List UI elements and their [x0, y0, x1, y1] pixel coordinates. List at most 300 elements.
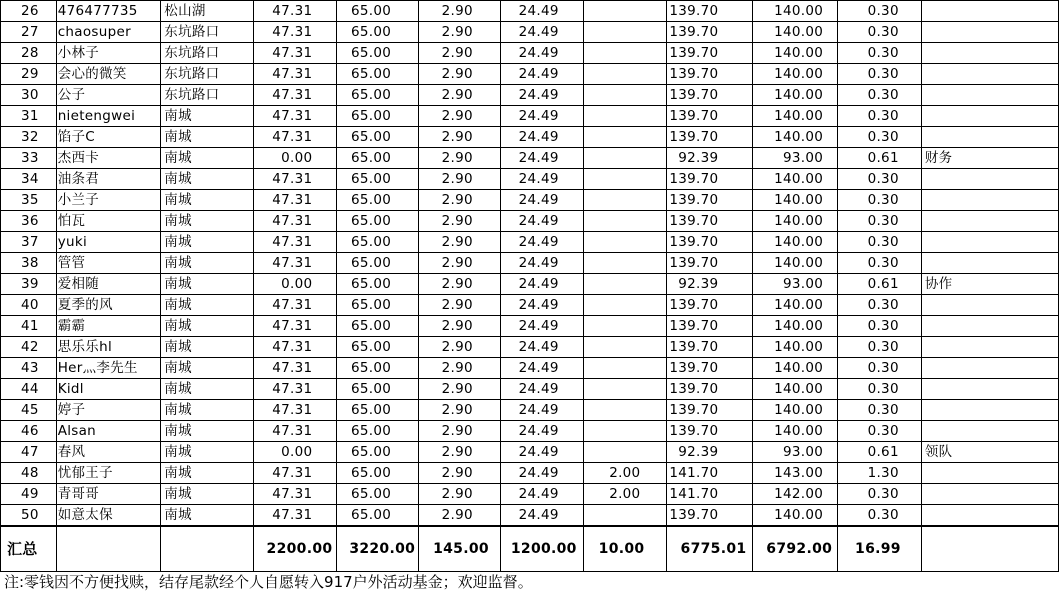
name-cell[interactable]: 夏季的风 — [56, 295, 161, 316]
row-number-cell[interactable]: 29 — [1, 64, 57, 85]
note-cell[interactable] — [921, 85, 1058, 106]
row-number-cell[interactable]: 42 — [1, 337, 57, 358]
amount-cell[interactable]: 24.49 — [500, 484, 583, 505]
note-cell[interactable] — [921, 337, 1058, 358]
row-number-cell[interactable]: 34 — [1, 169, 57, 190]
row-number-cell[interactable]: 32 — [1, 127, 57, 148]
name-cell[interactable]: nietengwei — [56, 106, 161, 127]
amount-cell[interactable]: 142.00 — [753, 484, 838, 505]
amount-cell[interactable]: 65.00 — [337, 358, 419, 379]
name-cell[interactable]: yuki — [56, 232, 161, 253]
amount-cell[interactable]: 139.70 — [667, 337, 753, 358]
amount-cell[interactable]: 139.70 — [667, 505, 753, 527]
amount-cell[interactable]: 0.30 — [838, 169, 922, 190]
amount-cell[interactable]: 47.31 — [253, 127, 337, 148]
name-cell[interactable]: 忧郁王子 — [56, 463, 161, 484]
amount-cell[interactable]: 2.90 — [419, 106, 501, 127]
amount-cell[interactable]: 2.90 — [419, 253, 501, 274]
amount-cell[interactable]: 140.00 — [753, 64, 838, 85]
empty-cell[interactable] — [921, 526, 1058, 572]
amount-cell[interactable]: 140.00 — [753, 127, 838, 148]
amount-cell[interactable]: 0.30 — [838, 400, 922, 421]
note-cell[interactable] — [921, 106, 1058, 127]
amount-cell[interactable]: 65.00 — [337, 484, 419, 505]
name-cell[interactable]: 如意太保 — [56, 505, 161, 527]
amount-cell[interactable]: 2.90 — [419, 484, 501, 505]
location-cell[interactable]: 南城 — [161, 400, 253, 421]
row-number-cell[interactable]: 37 — [1, 232, 57, 253]
location-cell[interactable]: 南城 — [161, 358, 253, 379]
row-number-cell[interactable]: 33 — [1, 148, 57, 169]
amount-cell[interactable]: 139.70 — [667, 379, 753, 400]
amount-cell[interactable]: 47.31 — [253, 316, 337, 337]
amount-cell[interactable]: 65.00 — [337, 463, 419, 484]
amount-cell[interactable]: 2.90 — [419, 358, 501, 379]
amount-cell[interactable]: 2.90 — [419, 64, 501, 85]
amount-cell[interactable]: 65.00 — [337, 148, 419, 169]
amount-cell[interactable] — [583, 379, 667, 400]
location-cell[interactable]: 松山湖 — [161, 1, 253, 22]
amount-cell[interactable] — [583, 190, 667, 211]
location-cell[interactable]: 南城 — [161, 463, 253, 484]
amount-cell[interactable]: 65.00 — [337, 379, 419, 400]
amount-cell[interactable]: 0.30 — [838, 316, 922, 337]
total-amount-cell[interactable]: 16.99 — [838, 526, 922, 572]
location-cell[interactable]: 东坑路口 — [161, 22, 253, 43]
amount-cell[interactable]: 140.00 — [753, 211, 838, 232]
amount-cell[interactable] — [583, 295, 667, 316]
total-amount-cell[interactable]: 2200.00 — [253, 526, 337, 572]
amount-cell[interactable] — [583, 274, 667, 295]
name-cell[interactable]: 霸霸 — [56, 316, 161, 337]
amount-cell[interactable]: 24.49 — [500, 190, 583, 211]
name-cell[interactable]: 公子 — [56, 85, 161, 106]
amount-cell[interactable]: 2.90 — [419, 85, 501, 106]
amount-cell[interactable]: 93.00 — [753, 274, 838, 295]
amount-cell[interactable]: 47.31 — [253, 232, 337, 253]
location-cell[interactable]: 南城 — [161, 127, 253, 148]
amount-cell[interactable]: 140.00 — [753, 379, 838, 400]
row-number-cell[interactable]: 39 — [1, 274, 57, 295]
location-cell[interactable]: 东坑路口 — [161, 43, 253, 64]
amount-cell[interactable]: 0.61 — [838, 148, 922, 169]
amount-cell[interactable]: 2.90 — [419, 232, 501, 253]
amount-cell[interactable]: 143.00 — [753, 463, 838, 484]
amount-cell[interactable]: 65.00 — [337, 253, 419, 274]
note-cell[interactable] — [921, 211, 1058, 232]
amount-cell[interactable]: 0.30 — [838, 232, 922, 253]
location-cell[interactable]: 南城 — [161, 169, 253, 190]
row-number-cell[interactable]: 26 — [1, 1, 57, 22]
amount-cell[interactable]: 140.00 — [753, 295, 838, 316]
amount-cell[interactable] — [583, 253, 667, 274]
amount-cell[interactable]: 47.31 — [253, 337, 337, 358]
amount-cell[interactable]: 24.49 — [500, 400, 583, 421]
name-cell[interactable]: Alsan — [56, 421, 161, 442]
amount-cell[interactable]: 2.90 — [419, 316, 501, 337]
name-cell[interactable]: 爱相随 — [56, 274, 161, 295]
total-amount-cell[interactable]: 6775.01 — [667, 526, 753, 572]
amount-cell[interactable]: 65.00 — [337, 505, 419, 527]
amount-cell[interactable]: 0.30 — [838, 22, 922, 43]
total-amount-cell[interactable]: 145.00 — [419, 526, 501, 572]
amount-cell[interactable]: 2.90 — [419, 337, 501, 358]
amount-cell[interactable]: 139.70 — [667, 295, 753, 316]
amount-cell[interactable]: 2.90 — [419, 127, 501, 148]
amount-cell[interactable]: 24.49 — [500, 253, 583, 274]
note-cell[interactable] — [921, 484, 1058, 505]
amount-cell[interactable]: 92.39 — [667, 442, 753, 463]
amount-cell[interactable]: 92.39 — [667, 274, 753, 295]
name-cell[interactable]: 思乐乐hl — [56, 337, 161, 358]
amount-cell[interactable]: 24.49 — [500, 148, 583, 169]
amount-cell[interactable]: 47.31 — [253, 253, 337, 274]
amount-cell[interactable]: 2.90 — [419, 295, 501, 316]
amount-cell[interactable]: 140.00 — [753, 337, 838, 358]
location-cell[interactable]: 南城 — [161, 190, 253, 211]
amount-cell[interactable]: 139.70 — [667, 169, 753, 190]
amount-cell[interactable]: 65.00 — [337, 274, 419, 295]
amount-cell[interactable]: 140.00 — [753, 1, 838, 22]
amount-cell[interactable]: 139.70 — [667, 127, 753, 148]
empty-cell[interactable] — [161, 526, 253, 572]
amount-cell[interactable]: 2.90 — [419, 274, 501, 295]
amount-cell[interactable]: 24.49 — [500, 337, 583, 358]
name-cell[interactable]: Kidl — [56, 379, 161, 400]
amount-cell[interactable]: 139.70 — [667, 358, 753, 379]
amount-cell[interactable]: 2.00 — [583, 484, 667, 505]
note-cell[interactable] — [921, 253, 1058, 274]
amount-cell[interactable]: 139.70 — [667, 211, 753, 232]
amount-cell[interactable]: 24.49 — [500, 421, 583, 442]
amount-cell[interactable]: 139.70 — [667, 43, 753, 64]
amount-cell[interactable]: 24.49 — [500, 505, 583, 527]
amount-cell[interactable]: 24.49 — [500, 106, 583, 127]
amount-cell[interactable]: 24.49 — [500, 64, 583, 85]
amount-cell[interactable]: 24.49 — [500, 316, 583, 337]
amount-cell[interactable]: 24.49 — [500, 358, 583, 379]
amount-cell[interactable] — [583, 43, 667, 64]
note-cell[interactable]: 领队 — [921, 442, 1058, 463]
amount-cell[interactable]: 140.00 — [753, 232, 838, 253]
location-cell[interactable]: 南城 — [161, 337, 253, 358]
amount-cell[interactable]: 2.90 — [419, 43, 501, 64]
amount-cell[interactable]: 140.00 — [753, 169, 838, 190]
location-cell[interactable]: 南城 — [161, 421, 253, 442]
amount-cell[interactable]: 139.70 — [667, 1, 753, 22]
amount-cell[interactable]: 24.49 — [500, 379, 583, 400]
amount-cell[interactable]: 2.90 — [419, 442, 501, 463]
amount-cell[interactable]: 139.70 — [667, 253, 753, 274]
amount-cell[interactable]: 93.00 — [753, 442, 838, 463]
amount-cell[interactable]: 65.00 — [337, 22, 419, 43]
amount-cell[interactable]: 0.61 — [838, 442, 922, 463]
location-cell[interactable]: 南城 — [161, 211, 253, 232]
name-cell[interactable]: 小林子 — [56, 43, 161, 64]
amount-cell[interactable]: 2.90 — [419, 400, 501, 421]
amount-cell[interactable]: 0.30 — [838, 211, 922, 232]
amount-cell[interactable] — [583, 148, 667, 169]
row-number-cell[interactable]: 45 — [1, 400, 57, 421]
amount-cell[interactable]: 0.61 — [838, 274, 922, 295]
note-cell[interactable] — [921, 64, 1058, 85]
amount-cell[interactable]: 0.30 — [838, 85, 922, 106]
amount-cell[interactable]: 65.00 — [337, 421, 419, 442]
name-cell[interactable]: 春风 — [56, 442, 161, 463]
amount-cell[interactable]: 140.00 — [753, 106, 838, 127]
amount-cell[interactable]: 47.31 — [253, 463, 337, 484]
location-cell[interactable]: 东坑路口 — [161, 64, 253, 85]
amount-cell[interactable]: 0.30 — [838, 1, 922, 22]
amount-cell[interactable]: 65.00 — [337, 169, 419, 190]
location-cell[interactable]: 南城 — [161, 484, 253, 505]
name-cell[interactable]: Her灬李先生 — [56, 358, 161, 379]
amount-cell[interactable]: 1.30 — [838, 463, 922, 484]
total-amount-cell[interactable]: 10.00 — [583, 526, 667, 572]
row-number-cell[interactable]: 36 — [1, 211, 57, 232]
total-amount-cell[interactable]: 1200.00 — [500, 526, 583, 572]
amount-cell[interactable] — [583, 232, 667, 253]
name-cell[interactable]: 管管 — [56, 253, 161, 274]
amount-cell[interactable]: 139.70 — [667, 190, 753, 211]
row-number-cell[interactable]: 44 — [1, 379, 57, 400]
amount-cell[interactable] — [583, 316, 667, 337]
amount-cell[interactable]: 140.00 — [753, 22, 838, 43]
amount-cell[interactable]: 139.70 — [667, 316, 753, 337]
amount-cell[interactable]: 2.90 — [419, 148, 501, 169]
note-cell[interactable] — [921, 127, 1058, 148]
amount-cell[interactable] — [583, 127, 667, 148]
amount-cell[interactable]: 0.30 — [838, 421, 922, 442]
note-cell[interactable] — [921, 358, 1058, 379]
amount-cell[interactable]: 65.00 — [337, 400, 419, 421]
total-label[interactable]: 汇总 — [1, 526, 57, 572]
amount-cell[interactable]: 2.90 — [419, 1, 501, 22]
amount-cell[interactable]: 24.49 — [500, 274, 583, 295]
row-number-cell[interactable]: 49 — [1, 484, 57, 505]
location-cell[interactable]: 南城 — [161, 106, 253, 127]
name-cell[interactable]: 杰西卡 — [56, 148, 161, 169]
amount-cell[interactable]: 93.00 — [753, 148, 838, 169]
row-number-cell[interactable]: 31 — [1, 106, 57, 127]
amount-cell[interactable]: 65.00 — [337, 1, 419, 22]
amount-cell[interactable] — [583, 358, 667, 379]
amount-cell[interactable]: 24.49 — [500, 1, 583, 22]
amount-cell[interactable]: 139.70 — [667, 232, 753, 253]
name-cell[interactable]: 婷子 — [56, 400, 161, 421]
amount-cell[interactable] — [583, 1, 667, 22]
amount-cell[interactable]: 2.90 — [419, 421, 501, 442]
amount-cell[interactable]: 139.70 — [667, 22, 753, 43]
amount-cell[interactable]: 47.31 — [253, 211, 337, 232]
note-cell[interactable] — [921, 463, 1058, 484]
amount-cell[interactable]: 139.70 — [667, 64, 753, 85]
amount-cell[interactable]: 2.90 — [419, 169, 501, 190]
amount-cell[interactable] — [583, 400, 667, 421]
amount-cell[interactable]: 47.31 — [253, 400, 337, 421]
name-cell[interactable]: chaosuper — [56, 22, 161, 43]
amount-cell[interactable]: 47.31 — [253, 1, 337, 22]
location-cell[interactable]: 南城 — [161, 148, 253, 169]
amount-cell[interactable] — [583, 505, 667, 527]
row-number-cell[interactable]: 41 — [1, 316, 57, 337]
amount-cell[interactable]: 2.90 — [419, 379, 501, 400]
amount-cell[interactable]: 0.30 — [838, 43, 922, 64]
amount-cell[interactable]: 24.49 — [500, 463, 583, 484]
amount-cell[interactable]: 24.49 — [500, 169, 583, 190]
note-cell[interactable] — [921, 22, 1058, 43]
amount-cell[interactable]: 65.00 — [337, 337, 419, 358]
location-cell[interactable]: 南城 — [161, 505, 253, 527]
amount-cell[interactable]: 2.90 — [419, 190, 501, 211]
name-cell[interactable]: 怕瓦 — [56, 211, 161, 232]
amount-cell[interactable] — [583, 211, 667, 232]
amount-cell[interactable]: 140.00 — [753, 43, 838, 64]
amount-cell[interactable]: 47.31 — [253, 421, 337, 442]
name-cell[interactable]: 476477735 — [56, 1, 161, 22]
row-number-cell[interactable]: 43 — [1, 358, 57, 379]
amount-cell[interactable]: 0.00 — [253, 148, 337, 169]
amount-cell[interactable]: 24.49 — [500, 22, 583, 43]
amount-cell[interactable]: 140.00 — [753, 190, 838, 211]
amount-cell[interactable]: 24.49 — [500, 211, 583, 232]
amount-cell[interactable]: 0.30 — [838, 106, 922, 127]
amount-cell[interactable]: 0.30 — [838, 253, 922, 274]
amount-cell[interactable]: 2.90 — [419, 211, 501, 232]
amount-cell[interactable]: 65.00 — [337, 232, 419, 253]
amount-cell[interactable] — [583, 22, 667, 43]
location-cell[interactable]: 南城 — [161, 253, 253, 274]
amount-cell[interactable] — [583, 442, 667, 463]
amount-cell[interactable]: 2.90 — [419, 463, 501, 484]
name-cell[interactable]: 会心的微笑 — [56, 64, 161, 85]
note-cell[interactable] — [921, 295, 1058, 316]
total-amount-cell[interactable]: 3220.00 — [337, 526, 419, 572]
name-cell[interactable]: 馅子C — [56, 127, 161, 148]
row-number-cell[interactable]: 48 — [1, 463, 57, 484]
amount-cell[interactable]: 24.49 — [500, 295, 583, 316]
note-cell[interactable]: 财务 — [921, 148, 1058, 169]
amount-cell[interactable]: 65.00 — [337, 127, 419, 148]
row-number-cell[interactable]: 47 — [1, 442, 57, 463]
amount-cell[interactable]: 47.31 — [253, 106, 337, 127]
amount-cell[interactable]: 92.39 — [667, 148, 753, 169]
location-cell[interactable]: 南城 — [161, 379, 253, 400]
amount-cell[interactable]: 47.31 — [253, 43, 337, 64]
amount-cell[interactable]: 47.31 — [253, 484, 337, 505]
note-cell[interactable] — [921, 232, 1058, 253]
note-cell[interactable] — [921, 421, 1058, 442]
amount-cell[interactable]: 0.30 — [838, 505, 922, 527]
note-cell[interactable]: 协作 — [921, 274, 1058, 295]
amount-cell[interactable]: 141.70 — [667, 463, 753, 484]
empty-cell[interactable] — [56, 526, 161, 572]
amount-cell[interactable]: 65.00 — [337, 316, 419, 337]
row-number-cell[interactable]: 38 — [1, 253, 57, 274]
amount-cell[interactable]: 65.00 — [337, 85, 419, 106]
amount-cell[interactable]: 24.49 — [500, 43, 583, 64]
amount-cell[interactable]: 140.00 — [753, 400, 838, 421]
amount-cell[interactable]: 140.00 — [753, 358, 838, 379]
amount-cell[interactable]: 65.00 — [337, 190, 419, 211]
note-cell[interactable] — [921, 316, 1058, 337]
location-cell[interactable]: 南城 — [161, 316, 253, 337]
note-cell[interactable] — [921, 1, 1058, 22]
note-cell[interactable] — [921, 43, 1058, 64]
amount-cell[interactable] — [583, 85, 667, 106]
location-cell[interactable]: 南城 — [161, 295, 253, 316]
amount-cell[interactable] — [583, 64, 667, 85]
amount-cell[interactable]: 140.00 — [753, 253, 838, 274]
amount-cell[interactable]: 47.31 — [253, 64, 337, 85]
amount-cell[interactable]: 47.31 — [253, 190, 337, 211]
note-cell[interactable] — [921, 379, 1058, 400]
amount-cell[interactable]: 139.70 — [667, 106, 753, 127]
amount-cell[interactable]: 140.00 — [753, 85, 838, 106]
amount-cell[interactable]: 47.31 — [253, 295, 337, 316]
amount-cell[interactable]: 139.70 — [667, 85, 753, 106]
amount-cell[interactable]: 47.31 — [253, 358, 337, 379]
amount-cell[interactable]: 0.30 — [838, 379, 922, 400]
amount-cell[interactable]: 65.00 — [337, 106, 419, 127]
amount-cell[interactable]: 0.30 — [838, 358, 922, 379]
row-number-cell[interactable]: 35 — [1, 190, 57, 211]
amount-cell[interactable]: 24.49 — [500, 442, 583, 463]
total-amount-cell[interactable]: 6792.00 — [753, 526, 838, 572]
amount-cell[interactable]: 139.70 — [667, 400, 753, 421]
amount-cell[interactable]: 140.00 — [753, 316, 838, 337]
row-number-cell[interactable]: 27 — [1, 22, 57, 43]
location-cell[interactable]: 南城 — [161, 442, 253, 463]
amount-cell[interactable] — [583, 106, 667, 127]
amount-cell[interactable]: 0.30 — [838, 190, 922, 211]
note-cell[interactable] — [921, 505, 1058, 527]
amount-cell[interactable]: 47.31 — [253, 169, 337, 190]
amount-cell[interactable]: 0.30 — [838, 295, 922, 316]
name-cell[interactable]: 油条君 — [56, 169, 161, 190]
note-cell[interactable] — [921, 169, 1058, 190]
amount-cell[interactable]: 24.49 — [500, 85, 583, 106]
row-number-cell[interactable]: 30 — [1, 85, 57, 106]
row-number-cell[interactable]: 40 — [1, 295, 57, 316]
amount-cell[interactable]: 0.30 — [838, 127, 922, 148]
name-cell[interactable]: 小兰子 — [56, 190, 161, 211]
amount-cell[interactable]: 47.31 — [253, 22, 337, 43]
amount-cell[interactable]: 2.90 — [419, 22, 501, 43]
amount-cell[interactable]: 65.00 — [337, 43, 419, 64]
note-cell[interactable] — [921, 400, 1058, 421]
amount-cell[interactable]: 139.70 — [667, 421, 753, 442]
amount-cell[interactable] — [583, 337, 667, 358]
location-cell[interactable]: 南城 — [161, 274, 253, 295]
amount-cell[interactable]: 47.31 — [253, 379, 337, 400]
amount-cell[interactable]: 140.00 — [753, 421, 838, 442]
amount-cell[interactable]: 2.00 — [583, 463, 667, 484]
amount-cell[interactable]: 47.31 — [253, 85, 337, 106]
amount-cell[interactable]: 65.00 — [337, 64, 419, 85]
amount-cell[interactable]: 0.30 — [838, 64, 922, 85]
name-cell[interactable]: 青哥哥 — [56, 484, 161, 505]
note-cell[interactable] — [921, 190, 1058, 211]
amount-cell[interactable]: 65.00 — [337, 442, 419, 463]
amount-cell[interactable]: 65.00 — [337, 295, 419, 316]
amount-cell[interactable]: 0.00 — [253, 442, 337, 463]
amount-cell[interactable]: 141.70 — [667, 484, 753, 505]
amount-cell[interactable]: 47.31 — [253, 505, 337, 527]
amount-cell[interactable]: 65.00 — [337, 211, 419, 232]
amount-cell[interactable]: 24.49 — [500, 127, 583, 148]
amount-cell[interactable]: 0.00 — [253, 274, 337, 295]
